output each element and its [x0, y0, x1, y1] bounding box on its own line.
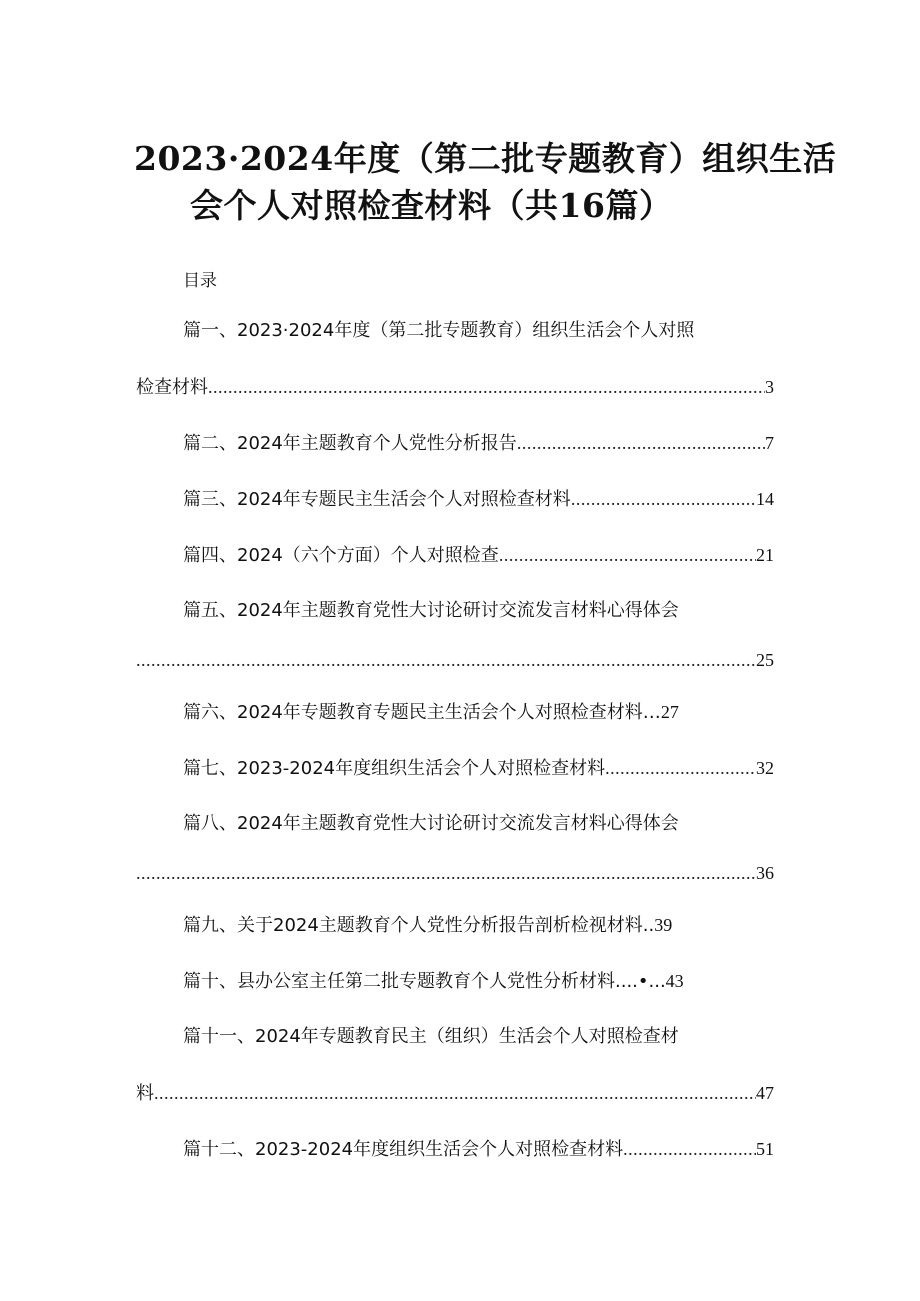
- toc-entry-1-cont: 检查材料: [136, 377, 208, 398]
- dot-leader: [623, 1137, 756, 1161]
- toc-entry-1-page: 3: [765, 377, 774, 397]
- toc-entry-8-page: 36: [756, 863, 774, 883]
- toc-entry-11-page: 47: [756, 1083, 774, 1103]
- toc-entry-1-text[interactable]: 篇一、2023·2024年度（第二批专题教育）组织生活会个人对照: [183, 320, 695, 341]
- dot-leader: [154, 1081, 756, 1105]
- toc-entry-12-text: 篇十二、2023-2024年度组织生活会个人对照检查材料: [183, 1139, 624, 1160]
- toc-entry-10-line[interactable]: [183, 969, 684, 994]
- dot-leader: [517, 431, 765, 455]
- toc-entry-8-line[interactable]: [136, 861, 774, 885]
- toc-entry-10-text: 篇十、县办公室主任第二批专题教育个人党性分析材料....•...: [183, 971, 666, 992]
- toc-heading: 目录: [183, 271, 217, 291]
- document-title-line-2: 会个人对照检查材料（共16篇）: [190, 186, 673, 225]
- toc-entry-3-line[interactable]: [183, 487, 774, 512]
- dot-leader: [499, 543, 756, 567]
- toc-entry-5-line[interactable]: [136, 648, 774, 672]
- toc-entry-1-line[interactable]: [136, 375, 774, 400]
- toc-entry-8-text[interactable]: 篇八、2024年主题教育党性大讨论研讨交流发言材料心得体会: [183, 813, 679, 834]
- toc-entry-12-line[interactable]: [183, 1137, 774, 1162]
- dot-leader: [571, 487, 756, 511]
- toc-entry-11-cont: 料: [136, 1083, 154, 1104]
- toc-entry-2-text: 篇二、2024年主题教育个人党性分析报告: [183, 433, 517, 454]
- dot-leader: [605, 756, 756, 780]
- toc-entry-3-text: 篇三、2024年专题民主生活会个人对照检查材料: [183, 489, 571, 510]
- toc-entry-6-line[interactable]: [183, 700, 679, 725]
- toc-entry-3-page: 14: [756, 489, 774, 509]
- toc-entry-7-page: 32: [756, 758, 774, 778]
- toc-entry-9-page: 39: [654, 915, 673, 935]
- toc-entry-5-text[interactable]: 篇五、2024年主题教育党性大讨论研讨交流发言材料心得体会: [183, 600, 679, 621]
- toc-entry-7-text: 篇七、2023-2024年度组织生活会个人对照检查材料: [183, 758, 606, 779]
- toc-entry-6-page: 27: [660, 702, 679, 722]
- document-title-line-1: 2023·2024年度（第二批专题教育）组织生活: [134, 139, 837, 178]
- toc-entry-10-page: 43: [665, 971, 684, 991]
- toc-entry-9-text: 篇九、关于2024主题教育个人党性分析报告剖析检视材料..: [183, 915, 655, 936]
- toc-entry-4-line[interactable]: [183, 543, 774, 568]
- toc-entry-9-line[interactable]: [183, 913, 672, 938]
- dot-leader: [208, 375, 765, 399]
- toc-entry-2-page: 7: [765, 433, 774, 453]
- toc-entry-4-text: 篇四、2024（六个方面）个人对照检查: [183, 545, 499, 566]
- dot-leader: [136, 648, 756, 672]
- toc-entry-4-page: 21: [756, 545, 774, 565]
- toc-entry-5-page: 25: [756, 650, 774, 670]
- dot-leader: [136, 861, 756, 885]
- toc-entry-11-line[interactable]: [136, 1081, 774, 1106]
- toc-entry-2-line[interactable]: [183, 431, 774, 456]
- toc-entry-12-page: 51: [756, 1139, 774, 1159]
- toc-entry-11-text[interactable]: 篇十一、2024年专题教育民主（组织）生活会个人对照检查材: [183, 1026, 679, 1047]
- toc-entry-7-line[interactable]: [183, 756, 774, 781]
- toc-entry-6-text: 篇六、2024年专题教育专题民主生活会个人对照检查材料…: [183, 702, 661, 723]
